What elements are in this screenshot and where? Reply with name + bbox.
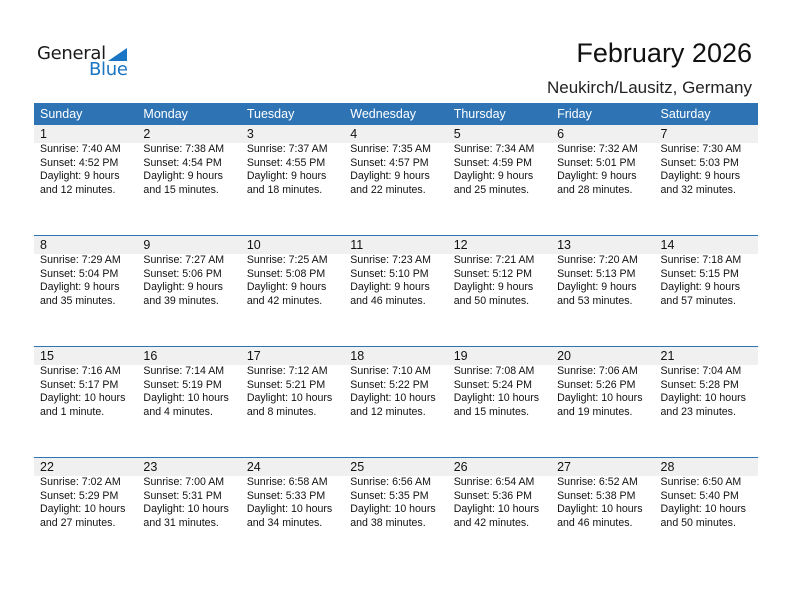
day-number: 2	[143, 127, 151, 141]
day-number: 8	[40, 238, 47, 252]
day-cell	[241, 254, 344, 308]
weekday-sunday: Sunday	[40, 107, 83, 121]
sunrise-text: Sunrise: 7:08 AM	[453, 365, 535, 377]
day-cell	[34, 365, 137, 419]
week-row	[34, 125, 758, 235]
day-number: 23	[143, 460, 158, 474]
sunrise-text: Sunrise: 6:54 AM	[453, 476, 535, 488]
sunset-text: Sunset: 5:26 PM	[557, 378, 636, 391]
day-cell	[34, 254, 137, 308]
day-number: 18	[350, 349, 365, 363]
date-number-row	[34, 347, 758, 365]
sunrise-text: Sunrise: 7:27 AM	[143, 254, 225, 266]
day-number: 5	[453, 127, 461, 141]
daylight-text: Daylight: 10 hours	[557, 392, 643, 404]
sunset-text: Sunset: 4:59 PM	[453, 156, 533, 169]
weekday-header-row	[34, 103, 758, 125]
daylight-text: Daylight: 10 hours	[453, 392, 540, 404]
day-cell	[655, 143, 758, 197]
sunset-text: Sunset: 4:57 PM	[350, 156, 429, 169]
daylight-text: and 4 minutes.	[143, 405, 213, 418]
sunset-text: Sunset: 4:54 PM	[143, 156, 222, 169]
daylight-text: and 32 minutes.	[660, 183, 736, 196]
day-number: 28	[660, 460, 675, 474]
day-cell	[551, 143, 654, 197]
sunset-text: Sunset: 5:12 PM	[453, 267, 533, 280]
sunset-text: Sunset: 5:38 PM	[557, 489, 636, 502]
day-cell	[448, 143, 551, 197]
sunrise-text: Sunrise: 7:38 AM	[143, 143, 225, 155]
day-info-row	[34, 143, 758, 197]
day-cell	[241, 476, 344, 530]
daylight-text: Daylight: 9 hours	[246, 281, 327, 293]
day-number: 19	[453, 349, 468, 363]
date-number-row	[34, 458, 758, 476]
sunrise-text: Sunrise: 7:06 AM	[557, 365, 638, 377]
daylight-text: Daylight: 9 hours	[143, 281, 223, 293]
sunrise-text: Sunrise: 7:00 AM	[143, 476, 225, 488]
sunset-text: Sunset: 5:35 PM	[350, 489, 429, 502]
daylight-text: Daylight: 9 hours	[453, 281, 534, 293]
day-number: 3	[246, 127, 254, 141]
sunrise-text: Sunrise: 7:40 AM	[40, 143, 121, 155]
day-number: 1	[40, 127, 47, 141]
sunset-text: Sunset: 5:13 PM	[557, 267, 636, 280]
date-number-row	[34, 236, 758, 254]
logo-text-blue: Blue	[89, 59, 128, 80]
day-number: 20	[557, 349, 572, 363]
weekday-friday: Friday	[557, 107, 592, 121]
daylight-text: and 15 minutes.	[453, 405, 530, 418]
sunset-text: Sunset: 5:29 PM	[40, 489, 119, 502]
daylight-text: and 12 minutes.	[40, 183, 116, 196]
sunrise-text: Sunrise: 6:50 AM	[660, 476, 742, 488]
day-info-row	[34, 254, 758, 308]
sunset-text: Sunset: 5:19 PM	[143, 378, 222, 391]
daylight-text: and 1 minute.	[40, 405, 105, 418]
daylight-text: Daylight: 10 hours	[246, 392, 333, 404]
day-number: 24	[246, 460, 261, 474]
logo	[37, 43, 132, 81]
sunrise-text: Sunrise: 7:35 AM	[350, 143, 431, 155]
week-row	[34, 457, 758, 568]
day-cell	[344, 476, 447, 530]
day-number: 9	[143, 238, 151, 252]
daylight-text: and 57 minutes.	[660, 294, 736, 307]
daylight-text: and 46 minutes.	[557, 516, 633, 529]
day-cell	[448, 365, 551, 419]
sunset-text: Sunset: 5:03 PM	[660, 156, 739, 169]
daylight-text: and 18 minutes.	[246, 183, 323, 196]
daylight-text: and 42 minutes.	[453, 516, 530, 529]
sunrise-text: Sunrise: 7:34 AM	[453, 143, 535, 155]
daylight-text: Daylight: 10 hours	[350, 503, 436, 515]
sunset-text: Sunset: 5:22 PM	[350, 378, 429, 391]
weekday-thursday: Thursday	[453, 107, 506, 121]
day-number: 11	[350, 238, 364, 252]
daylight-text: and 46 minutes.	[350, 294, 426, 307]
daylight-text: and 39 minutes.	[143, 294, 219, 307]
daylight-text: and 25 minutes.	[453, 183, 530, 196]
daylight-text: Daylight: 9 hours	[40, 281, 120, 293]
sunrise-text: Sunrise: 7:10 AM	[350, 365, 431, 377]
weekday-saturday: Saturday	[660, 107, 711, 121]
daylight-text: Daylight: 10 hours	[143, 392, 229, 404]
calendar-grid	[34, 103, 758, 568]
sunset-text: Sunset: 4:55 PM	[246, 156, 326, 169]
daylight-text: Daylight: 9 hours	[453, 170, 534, 182]
day-cell	[241, 143, 344, 197]
sunset-text: Sunset: 4:52 PM	[40, 156, 119, 169]
sunrise-text: Sunrise: 7:14 AM	[143, 365, 225, 377]
day-info-row	[34, 365, 758, 419]
daylight-text: and 19 minutes.	[557, 405, 633, 418]
daylight-text: and 35 minutes.	[40, 294, 116, 307]
daylight-text: and 34 minutes.	[246, 516, 323, 529]
day-number: 7	[660, 127, 668, 141]
daylight-text: Daylight: 9 hours	[660, 170, 741, 182]
page-title: February 2026	[576, 38, 752, 68]
daylight-text: and 27 minutes.	[40, 516, 116, 529]
sunrise-text: Sunrise: 7:16 AM	[40, 365, 121, 377]
daylight-text: and 53 minutes.	[557, 294, 633, 307]
sunrise-text: Sunrise: 7:23 AM	[350, 254, 431, 266]
sunset-text: Sunset: 5:33 PM	[246, 489, 326, 502]
day-cell	[34, 143, 137, 197]
location-subtitle: Neukirch/Lausitz, Germany	[546, 78, 752, 97]
daylight-text: and 50 minutes.	[660, 516, 736, 529]
day-number: 25	[350, 460, 365, 474]
daylight-text: Daylight: 10 hours	[40, 392, 126, 404]
daylight-text: Daylight: 10 hours	[350, 392, 436, 404]
daylight-text: Daylight: 10 hours	[557, 503, 643, 515]
sunset-text: Sunset: 5:17 PM	[40, 378, 119, 391]
daylight-text: and 31 minutes.	[143, 516, 219, 529]
day-cell	[551, 476, 654, 530]
daylight-text: and 42 minutes.	[246, 294, 323, 307]
daylight-text: and 38 minutes.	[350, 516, 426, 529]
daylight-text: and 22 minutes.	[350, 183, 426, 196]
day-cell	[551, 365, 654, 419]
sunset-text: Sunset: 5:06 PM	[143, 267, 222, 280]
daylight-text: and 15 minutes.	[143, 183, 219, 196]
daylight-text: Daylight: 9 hours	[557, 281, 637, 293]
sunrise-text: Sunrise: 7:25 AM	[246, 254, 328, 266]
day-number: 15	[40, 349, 54, 363]
day-cell	[137, 365, 240, 419]
daylight-text: and 50 minutes.	[453, 294, 530, 307]
day-number: 16	[143, 349, 158, 363]
daylight-text: Daylight: 9 hours	[660, 281, 741, 293]
sunrise-text: Sunrise: 6:52 AM	[557, 476, 638, 488]
sunrise-text: Sunrise: 7:29 AM	[40, 254, 121, 266]
sunset-text: Sunset: 5:21 PM	[246, 378, 326, 391]
sunset-text: Sunset: 5:01 PM	[557, 156, 636, 169]
date-number-row	[34, 125, 758, 143]
day-cell	[551, 254, 654, 308]
day-number: 17	[246, 349, 261, 363]
sunrise-text: Sunrise: 7:37 AM	[246, 143, 328, 155]
day-cell	[655, 254, 758, 308]
daylight-text: Daylight: 10 hours	[660, 503, 746, 515]
week-row	[34, 346, 758, 457]
sunrise-text: Sunrise: 6:56 AM	[350, 476, 431, 488]
sunset-text: Sunset: 5:15 PM	[660, 267, 739, 280]
sunrise-text: Sunrise: 7:12 AM	[246, 365, 328, 377]
daylight-text: and 23 minutes.	[660, 405, 736, 418]
day-number: 26	[453, 460, 468, 474]
logo-text-general: General	[37, 43, 106, 64]
day-number: 10	[246, 238, 261, 252]
daylight-text: Daylight: 10 hours	[143, 503, 229, 515]
day-info-row	[34, 476, 758, 530]
day-cell	[344, 365, 447, 419]
sunrise-text: Sunrise: 7:21 AM	[453, 254, 535, 266]
sunset-text: Sunset: 5:08 PM	[246, 267, 326, 280]
sunset-text: Sunset: 5:28 PM	[660, 378, 739, 391]
sunset-text: Sunset: 5:40 PM	[660, 489, 739, 502]
day-cell	[137, 254, 240, 308]
daylight-text: Daylight: 9 hours	[246, 170, 327, 182]
day-number: 4	[350, 127, 358, 141]
sunset-text: Sunset: 5:10 PM	[350, 267, 429, 280]
weekday-tuesday: Tuesday	[246, 107, 295, 121]
daylight-text: Daylight: 9 hours	[40, 170, 120, 182]
day-number: 27	[557, 460, 572, 474]
day-cell	[344, 254, 447, 308]
daylight-text: Daylight: 10 hours	[246, 503, 333, 515]
day-cell	[344, 143, 447, 197]
daylight-text: and 12 minutes.	[350, 405, 426, 418]
day-number: 6	[557, 127, 565, 141]
day-number: 14	[660, 238, 675, 252]
day-cell	[655, 476, 758, 530]
daylight-text: and 28 minutes.	[557, 183, 633, 196]
weekday-wednesday: Wednesday	[350, 107, 417, 121]
daylight-text: and 8 minutes.	[246, 405, 317, 418]
sunset-text: Sunset: 5:36 PM	[453, 489, 533, 502]
day-cell	[241, 365, 344, 419]
daylight-text: Daylight: 10 hours	[660, 392, 746, 404]
daylight-text: Daylight: 10 hours	[40, 503, 126, 515]
day-cell	[34, 476, 137, 530]
day-number: 22	[40, 460, 54, 474]
day-number: 13	[557, 238, 572, 252]
day-number: 12	[453, 238, 468, 252]
daylight-text: Daylight: 9 hours	[143, 170, 223, 182]
sunrise-text: Sunrise: 7:18 AM	[660, 254, 742, 266]
day-cell	[137, 476, 240, 530]
day-cell	[448, 254, 551, 308]
weekday-monday: Monday	[143, 107, 188, 121]
sunrise-text: Sunrise: 7:30 AM	[660, 143, 742, 155]
sunrise-text: Sunrise: 7:04 AM	[660, 365, 742, 377]
sunset-text: Sunset: 5:31 PM	[143, 489, 222, 502]
sunrise-text: Sunrise: 6:58 AM	[246, 476, 328, 488]
day-cell	[448, 476, 551, 530]
day-cell	[137, 143, 240, 197]
daylight-text: Daylight: 9 hours	[350, 281, 430, 293]
daylight-text: Daylight: 9 hours	[557, 170, 637, 182]
sunrise-text: Sunrise: 7:20 AM	[557, 254, 638, 266]
day-cell	[655, 365, 758, 419]
daylight-text: Daylight: 10 hours	[453, 503, 540, 515]
weeks-container	[34, 125, 758, 568]
sunset-text: Sunset: 5:24 PM	[453, 378, 533, 391]
daylight-text: Daylight: 9 hours	[350, 170, 430, 182]
week-row	[34, 235, 758, 346]
day-number: 21	[660, 349, 675, 363]
sunrise-text: Sunrise: 7:32 AM	[557, 143, 638, 155]
sunrise-text: Sunrise: 7:02 AM	[40, 476, 121, 488]
sunset-text: Sunset: 5:04 PM	[40, 267, 119, 280]
